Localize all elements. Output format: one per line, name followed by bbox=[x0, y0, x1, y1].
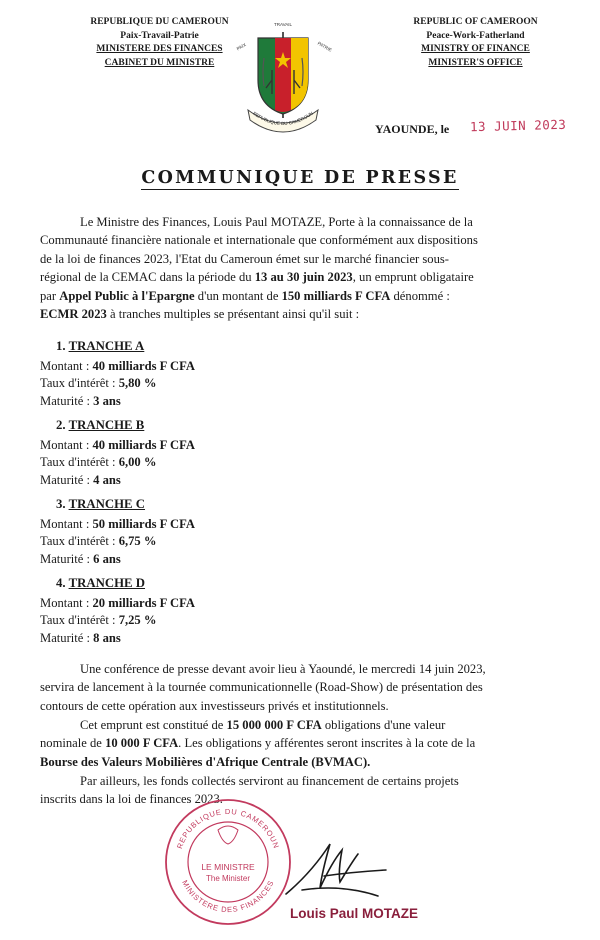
header-right bbox=[388, 16, 563, 70]
tranche-maturity: Maturité : 6 ans bbox=[40, 551, 121, 566]
tranche-maturity: Maturité : 4 ans bbox=[40, 472, 121, 487]
stamp-line-2: The Minister bbox=[205, 874, 251, 883]
motto-fr: Paix-Travail-Patrie bbox=[120, 30, 199, 41]
funds-line: inscrits dans la loi de finances 2023. bbox=[40, 792, 223, 807]
tranche-amount: Montant : 40 milliards F CFA bbox=[40, 438, 195, 452]
intro-paragraph bbox=[40, 213, 552, 323]
tranche-heading: 4. TRANCHE D bbox=[56, 576, 146, 590]
intro-line: par Appel Public à l'Epargne d'un montant de 150 milliards F CFA dénommé : bbox=[40, 288, 450, 303]
tranche-details bbox=[40, 437, 195, 489]
bvmac: Bourse des Valeurs Mobilières d'Afrique Centrale (BVMAC). bbox=[40, 754, 371, 769]
coat-motto-center: TRAVAIL bbox=[273, 22, 293, 27]
motto-en: Peace-Work-Fatherland bbox=[426, 30, 525, 41]
tranche-details bbox=[40, 595, 195, 647]
tranche-heading: 1. TRANCHE A bbox=[56, 339, 145, 353]
intro-line: ECMR 2023 à tranches multiples se présentant ainsi qu'il suit : bbox=[40, 307, 360, 322]
coat-banner: REPUBLIQUE DU CAMEROUN bbox=[252, 110, 314, 127]
date-place: YAOUNDE, le bbox=[375, 122, 450, 136]
conference-paragraph bbox=[40, 660, 552, 715]
tranche-details bbox=[40, 516, 195, 568]
country-en: REPUBLIC OF CAMEROON bbox=[413, 17, 538, 27]
tranche-amount: Montant : 40 milliards F CFA bbox=[40, 359, 195, 373]
handwritten-signature bbox=[282, 832, 392, 902]
tranche-maturity: Maturité : 3 ans bbox=[40, 393, 121, 408]
tranche-amount: Montant : 20 milliards F CFA bbox=[40, 596, 195, 610]
page-title-text: COMMUNIQUE DE PRESSE bbox=[141, 168, 459, 188]
office-fr: CABINET DU MINISTRE bbox=[104, 57, 215, 68]
page-title bbox=[0, 168, 600, 188]
tranche-rate: Taux d'intérêt : 7,25 % bbox=[40, 613, 157, 628]
tranche-rate: Taux d'intérêt : 6,75 % bbox=[40, 534, 157, 549]
bonds-paragraph bbox=[40, 716, 552, 771]
coat-of-arms-icon bbox=[228, 10, 338, 140]
total-amount: 150 milliards F CFA bbox=[281, 288, 391, 303]
ministry-fr: MINISTERE DES FINANCES bbox=[96, 44, 223, 54]
tranche-rate: Taux d'intérêt : 6,00 % bbox=[40, 455, 157, 470]
country-fr: REPUBLIQUE DU CAMEROUN bbox=[90, 17, 229, 27]
stamp-line-1: LE MINISTRE bbox=[201, 862, 255, 872]
intro-line: de la loi de finances 2023, l'Etat du Cameroun émet sur le marché financier sous- bbox=[40, 251, 449, 266]
bond-name: ECMR 2023 bbox=[40, 307, 107, 322]
coat-motto-right: PATRIE bbox=[316, 40, 333, 53]
ministry-en: MINISTRY OF FINANCE bbox=[421, 44, 530, 54]
header-left bbox=[72, 16, 247, 70]
tranche-details bbox=[40, 358, 195, 410]
signer-name: Louis Paul MOTAZE bbox=[290, 906, 418, 921]
tranche-heading: 3. TRANCHE C bbox=[56, 497, 146, 511]
coat-motto-left: PAIX bbox=[235, 42, 247, 52]
funds-line: Par ailleurs, les fonds collectés serviront au financement de certains projets bbox=[80, 774, 459, 788]
conference-line: Une conférence de presse devant avoir lieu à Yaoundé, le mercredi 14 juin 2023, bbox=[80, 662, 486, 676]
nominal-value: 10 000 F CFA bbox=[105, 736, 179, 751]
bonds-line bbox=[40, 753, 552, 771]
official-stamp bbox=[162, 796, 294, 928]
tranche-rate: Taux d'intérêt : 5,80 % bbox=[40, 376, 157, 391]
date-stamp: 13 JUIN 2023 bbox=[469, 116, 567, 135]
bonds-line: nominale de 10 000 F CFA. Les obligations y afférentes seront inscrites à la cote de la bbox=[40, 736, 476, 751]
funds-paragraph bbox=[40, 772, 552, 809]
conference-line: servira de lancement à la tournée communicationnelle (Road-Show) de présentation des bbox=[40, 680, 483, 695]
tranche-amount: Montant : 50 milliards F CFA bbox=[40, 517, 195, 531]
stamp-ring-bottom: MINISTERE DES FINANCES bbox=[180, 878, 276, 915]
tranche-heading: 2. TRANCHE B bbox=[56, 418, 145, 432]
intro-line: Le Ministre des Finances, Louis Paul MOTAZE, Porte à la connaissance de la bbox=[80, 215, 473, 229]
appel-public: Appel Public à l'Epargne bbox=[59, 288, 195, 303]
office-en: MINISTER'S OFFICE bbox=[428, 57, 523, 68]
period-dates: 13 au 30 juin 2023 bbox=[254, 270, 353, 285]
bond-count: 15 000 000 F CFA bbox=[226, 718, 322, 732]
stamp-ring-top: REPUBLIQUE DU CAMEROUN bbox=[174, 807, 282, 850]
intro-line: régional de la CEMAC dans la période du 13 au 30 juin 2023, un emprunt obligataire bbox=[40, 270, 474, 285]
tranche-maturity: Maturité : 8 ans bbox=[40, 630, 121, 645]
conference-line: contours de cette opération aux investisseurs privés et institutionnels. bbox=[40, 698, 389, 713]
intro-line: Communauté financière nationale et internationale que conformément aux dispositions bbox=[40, 233, 478, 248]
bonds-line: Cet emprunt est constitué de 15 000 000 F CFA obligations d'une valeur bbox=[80, 718, 446, 732]
